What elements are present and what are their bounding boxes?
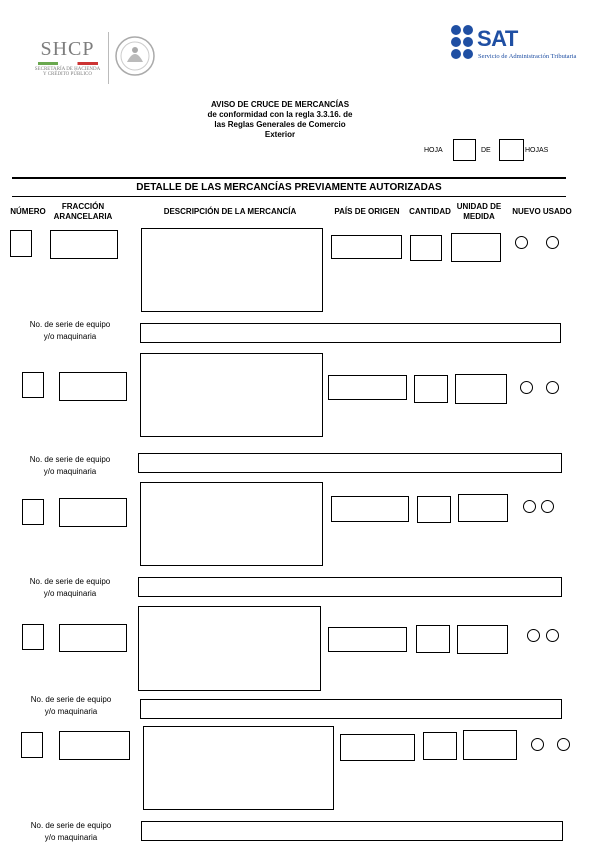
fraccion-field[interactable] [59, 624, 127, 652]
fraccion-field[interactable] [59, 372, 127, 401]
shcp-subtitle-1: SECRETARÍA DE HACIENDA [34, 67, 101, 72]
serial-label [15, 455, 125, 477]
col-cantidad: CANTIDAD [409, 207, 451, 216]
col-fraccion [48, 202, 118, 222]
usado-radio[interactable] [541, 500, 554, 513]
sat-logo-text: SAT [477, 26, 518, 51]
serial-label-line1: No. de serie de equipo [29, 577, 111, 586]
cantidad-field[interactable] [423, 732, 457, 760]
serial-label-line1: No. de serie de equipo [30, 695, 112, 704]
col-pais: PAÍS DE ORIGEN [334, 207, 400, 216]
descripcion-field[interactable] [143, 726, 334, 810]
descripcion-field[interactable] [140, 353, 323, 437]
serial-label-line2: y/o maquinaria [43, 467, 97, 476]
col-unidad-line1: UNIDAD DE [456, 202, 502, 211]
numero-field[interactable] [22, 372, 44, 398]
usado-radio[interactable] [557, 738, 570, 751]
descripcion-field[interactable] [141, 228, 323, 312]
serial-field[interactable] [140, 323, 561, 343]
serial-label-line1: No. de serie de equipo [30, 821, 112, 830]
serial-label [15, 320, 125, 342]
serial-field[interactable] [138, 453, 562, 473]
pais-field[interactable] [331, 496, 409, 522]
numero-field[interactable] [10, 230, 32, 257]
numero-field[interactable] [22, 499, 44, 525]
title-line-4: Exterior [264, 130, 296, 139]
serial-field[interactable] [140, 699, 562, 719]
nuevo-radio[interactable] [520, 381, 533, 394]
serial-label-line1: No. de serie de equipo [29, 320, 111, 329]
section-bottom-rule [12, 196, 566, 197]
col-unidad-line2: MEDIDA [463, 212, 495, 221]
unidad-field[interactable] [458, 494, 508, 522]
total-hojas-field[interactable] [499, 139, 524, 161]
serial-label-line2: y/o maquinaria [43, 332, 97, 341]
title-line-3: las Reglas Generales de Comercio [214, 120, 346, 129]
numero-field[interactable] [22, 624, 44, 650]
hoja-label: HOJA [424, 147, 443, 154]
nuevo-radio[interactable] [527, 629, 540, 642]
pais-field[interactable] [328, 375, 407, 400]
unidad-field[interactable] [455, 374, 507, 404]
section-top-rule [12, 177, 566, 179]
fraccion-field[interactable] [59, 498, 127, 527]
national-seal-icon [114, 28, 156, 84]
serial-label-line1: No. de serie de equipo [29, 455, 111, 464]
hoja-field[interactable] [453, 139, 476, 161]
serial-label [15, 577, 125, 599]
descripcion-field[interactable] [138, 606, 321, 691]
serial-label [16, 821, 126, 843]
cantidad-field[interactable] [416, 625, 450, 653]
fraccion-field[interactable] [50, 230, 118, 259]
nuevo-radio[interactable] [531, 738, 544, 751]
col-descripcion: DESCRIPCIÓN DE LA MERCANCÍA [163, 207, 297, 216]
serial-label-line2: y/o maquinaria [44, 707, 98, 716]
serial-field[interactable] [138, 577, 562, 597]
serial-label-line2: y/o maquinaria [43, 589, 97, 598]
serial-field[interactable] [141, 821, 563, 841]
fraccion-field[interactable] [59, 731, 130, 760]
title-line-2: de conformidad con la regla 3.3.16. de [207, 110, 353, 119]
usado-radio[interactable] [546, 629, 559, 642]
shcp-logo [30, 38, 105, 88]
sat-logo-icon [449, 24, 477, 62]
logo-divider [108, 32, 109, 84]
col-numero: NÚMERO [10, 207, 46, 216]
col-unidad [450, 202, 508, 222]
serial-label-line2: y/o maquinaria [44, 833, 98, 842]
serial-label [16, 695, 126, 717]
section-title: DETALLE DE LAS MERCANCÍAS PREVIAMENTE AUTORIZADAS [136, 182, 442, 193]
unidad-field[interactable] [457, 625, 508, 654]
sat-subtitle: Servicio de Administración Tributaria [478, 53, 577, 60]
col-fraccion-line1: FRACCIÓN [61, 202, 105, 211]
hojas-label: HOJAS [525, 147, 549, 154]
unidad-field[interactable] [463, 730, 517, 760]
title-line-1: AVISO DE CRUCE DE MERCANCÍAS [210, 100, 350, 109]
col-nuevo-usado: NUEVO USADO [512, 207, 572, 216]
numero-field[interactable] [21, 732, 43, 758]
shcp-subtitle-2: Y CRÉDITO PÚBLICO [43, 72, 92, 77]
pais-field[interactable] [331, 235, 402, 259]
shcp-logo-text: SHCP [40, 38, 95, 60]
pais-field[interactable] [328, 627, 407, 652]
pais-field[interactable] [340, 734, 415, 761]
document-title [190, 100, 370, 140]
cantidad-field[interactable] [417, 496, 451, 523]
nuevo-radio[interactable] [523, 500, 536, 513]
descripcion-field[interactable] [140, 482, 323, 566]
col-fraccion-line2: ARANCELARIA [53, 212, 113, 221]
nuevo-radio[interactable] [515, 236, 528, 249]
de-label: DE [481, 147, 491, 154]
cantidad-field[interactable] [410, 235, 442, 261]
cantidad-field[interactable] [414, 375, 448, 403]
usado-radio[interactable] [546, 381, 559, 394]
shcp-stripe [38, 62, 98, 65]
usado-radio[interactable] [546, 236, 559, 249]
unidad-field[interactable] [451, 233, 501, 262]
